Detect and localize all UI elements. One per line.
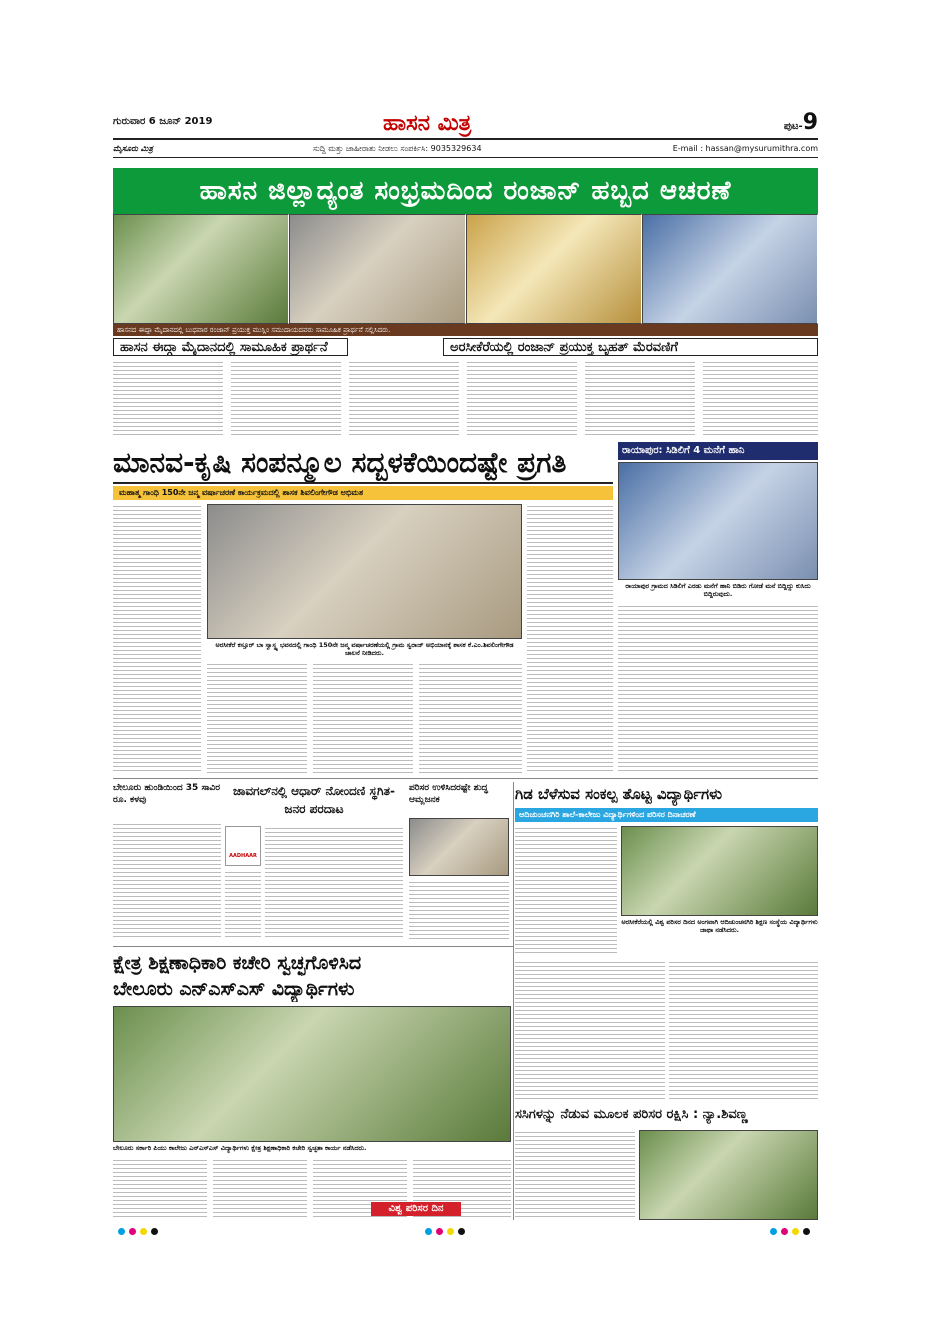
arasikere-headline: ಅರಸೀಕೆರೆಯಲ್ಲಿ ರಂಜಾನ್ ಪ್ರಯುಕ್ತ ಬೃಹತ್ ಮೆರವಣಿಗೆ [443, 338, 818, 356]
article-text-block [669, 960, 818, 1100]
pollution-headline: ಪರಿಸರ ಉಳಿಸಿದರಷ್ಟೇ ಶುದ್ಧ ಆಮ್ಲಜನಕ [409, 783, 488, 805]
reg-dot-icon [425, 1228, 432, 1235]
edition-name: ಮೈಸೂರು ಮಿತ್ರ [113, 144, 153, 153]
article-text-block [225, 870, 261, 940]
article-text-block [409, 880, 509, 940]
issue-date: ಗುರುವಾರ 6 ಜೂನ್ 2019 [113, 116, 213, 127]
eid-prayer-headline: ಹಾಸನ ಈದ್ಗಾ ಮೈದಾನದಲ್ಲಿ ಸಾಮೂಹಿಕ ಪ್ರಾರ್ಥನೆ [113, 338, 348, 356]
newspaper-title: ಹಾಸನ ಮಿತ್ರ [383, 110, 472, 136]
aadhaar-logo-text: AADHAAR [229, 853, 257, 859]
article-text-block [419, 662, 522, 774]
newspaper-page [113, 110, 818, 1220]
registration-marks-left [118, 1228, 158, 1235]
masthead [113, 110, 818, 140]
reg-dot-icon [781, 1228, 788, 1235]
reg-dot-icon [803, 1228, 810, 1235]
article-text-block [527, 504, 613, 774]
article-text-block [231, 360, 341, 438]
photo-procession [642, 214, 818, 324]
article-text-block [113, 1158, 207, 1220]
pollution-photo [409, 818, 509, 876]
page-number [784, 110, 818, 135]
reg-dot-icon [436, 1228, 443, 1235]
reg-dot-icon [458, 1228, 465, 1235]
belur-nss-photo [113, 1006, 511, 1142]
photo-children-greeting [289, 214, 465, 324]
divider [113, 778, 818, 779]
article-text-block [515, 826, 617, 956]
registration-marks-center [425, 1228, 465, 1235]
belur-nss-headline-line2: ಬೇಲೂರು ಎನ್‌ಎಸ್‌ಎಸ್ ವಿದ್ಯಾರ್ಥಿಗಳು [113, 978, 355, 1000]
photo-embrace [466, 214, 642, 324]
reg-dot-icon [140, 1228, 147, 1235]
reg-dot-icon [792, 1228, 799, 1235]
article-text-block [265, 826, 403, 940]
belur-theft-headline: ಬೇಲೂರು ಹುಂಡಿಯಿಂದ 35 ಸಾವಿರ ರೂ. ಕಳವು [113, 783, 220, 805]
reg-dot-icon [151, 1228, 158, 1235]
article-text-block [703, 360, 818, 438]
reg-dot-icon [770, 1228, 777, 1235]
page-number-value: 9 [802, 110, 818, 135]
article-text-block [585, 360, 695, 438]
page-label: ಪುಟ- [783, 121, 803, 132]
saplings-headline: ಸಸಿಗಳನ್ನು ನೆಡುವ ಮೂಲಕ ಪರಿಸರ ರಕ್ಷಿಸಿ : ನ್ಯಾ.ಶಿವಣ್ಣ [515, 1107, 748, 1122]
article-text-block [213, 1158, 307, 1220]
rayapura-photo [618, 462, 818, 580]
article-text-block [113, 822, 221, 940]
article-text-block [313, 662, 413, 774]
main-story-photo-caption: ಅರಸೀಕೆರೆ ಕಸ್ತೂರ್ ಬಾ ಸ್ವಾಸ್ಥ್ಯ ಭವನದಲ್ಲಿ ಗಾಂಧಿ 150ನೇ ಜನ್ಮ ವರ್ಷಾಚರಣೆಯಲ್ಲಿ ಗ್ರಾಮ ಸ್ವರಾಜ್ ಅಭಿಯಾನಕ್ಕೆ ಶಾಸಕ ಕೆ.ಎಂ.ಶಿವಲಿಂಗೇಗೌಡ ಚಾಲನೆ ನೀಡಿದರು. [207, 641, 522, 659]
saplings-photo [639, 1130, 818, 1220]
contact-info: ಸುದ್ದಿ ಮತ್ತು ಜಾಹೀರಾತು ನೀಡಲು ಸಂಪರ್ಕಿಸಿ: 9035329634 [313, 144, 482, 153]
plant-pledge-headline: ಗಿಡ ಬೆಳೆಸುವ ಸಂಕಲ್ಪ ತೊಟ್ಟ ವಿದ್ಯಾರ್ಥಿಗಳು [515, 785, 723, 803]
photo-prayer-ground [113, 214, 289, 324]
main-story-photo [207, 504, 522, 639]
belur-nss-photo-caption: ಬೇಲೂರು ಸರ್ಕಾರಿ ಪಿಯು ಕಾಲೇಜು ಎನ್‌ಎಸ್‌ಎಸ್ ವಿದ್ಯಾರ್ಥಿಗಳು ಕ್ಷೇತ್ರ ಶಿಕ್ಷಣಾಧಿಕಾರಿ ಕಚೇರಿ ಸ್ವಚ್ಛತಾ ಕಾರ್ಯ ನಡೆಸಿದರು. [113, 1144, 511, 1154]
reg-dot-icon [447, 1228, 454, 1235]
main-story-headline: ಮಾನವ-ಕೃಷಿ ಸಂಪನ್ಮೂಲ ಸದ್ಬಳಕೆಯಿಂದಷ್ಟೇ ಪ್ರಗತಿ [113, 442, 613, 484]
aadhaar-logo-icon [225, 826, 261, 866]
column-rule [513, 782, 514, 1220]
article-text-block [113, 360, 223, 438]
article-text-block [515, 960, 665, 1100]
email-info: E-mail : hassan@mysurumithra.com [672, 144, 818, 153]
article-text-block [113, 504, 201, 774]
reg-dot-icon [118, 1228, 125, 1235]
lead-banner-headline: ಹಾಸನ ಜಿಲ್ಲಾದ್ಯಂತ ಸಂಭ್ರಮದಿಂದ ರಂಜಾನ್ ಹಬ್ಬದ ಆಚರಣೆ [113, 168, 818, 214]
main-story-strip: ಮಹಾತ್ಮ ಗಾಂಧಿ 150ನೇ ಜನ್ಮ ವರ್ಷಾಚರಣೆ ಕಾರ್ಯಕ್ರಮದಲ್ಲಿ ಶಾಸಕ ಶಿವಲಿಂಗೇಗೌಡ ಅಭಿಮತ [113, 486, 613, 500]
belur-nss-headline-line1: ಕ್ಷೇತ್ರ ಶಿಕ್ಷಣಾಧಿಕಾರಿ ಕಚೇರಿ ಸ್ವಚ್ಛಗೊಳಿಸಿದ [113, 952, 362, 974]
article-text-block [349, 360, 459, 438]
photo-strip-caption: ಹಾಸನದ ಈದ್ಗಾ ಮೈದಾನದಲ್ಲಿ ಬುಧವಾರ ರಂಜಾನ್ ಪ್ರಯುಕ್ತ ಮುಸ್ಲಿಂ ಸಮುದಾಯದವರು ಸಾಮೂಹಿಕ ಪ್ರಾರ್ಥನೆ ಸಲ್ಲಿಸಿದರು. [113, 324, 818, 336]
rayapura-headline: ರಾಯಾಪುರ: ಸಿಡಿಲಿಗೆ 4 ಮನೆಗೆ ಹಾನಿ [618, 442, 818, 460]
aadhaar-headline: ಜಾವಗಲ್‌ನಲ್ಲಿ ಆಧಾರ್ ನೋಂದಣಿ ಸ್ಥಗಿತ-ಜನರ ಪರದಾಟ [233, 784, 395, 816]
plant-pledge-tag: ಆದಿಚುಂಚನಗಿರಿ ಶಾಲೆ-ಕಾಲೇಜು ವಿದ್ಯಾರ್ಥಿಗಳಿಂದ ಪರಿಸರ ದಿನಾಚರಣೆ [515, 808, 818, 822]
sub-masthead [113, 140, 818, 158]
plant-pledge-photo [621, 826, 818, 916]
article-text-block [515, 1130, 635, 1220]
divider [113, 946, 513, 947]
registration-marks-right [770, 1228, 810, 1235]
ramzan-photo-strip [113, 214, 818, 324]
world-environment-day-box: ವಿಶ್ವ ಪರಿಸರ ದಿನ [371, 1202, 461, 1216]
reg-dot-icon [129, 1228, 136, 1235]
rayapura-photo-caption: ರಾಯಾಪುರ ಗ್ರಾಮದ ಸಿಡಿಲಿಗೆ ಎರಡು ಮನೆಗೆ ಹಾನಿ ಬಿಡಿರು ಗೋಡೆ ಮನೆ ಬಿದ್ದಿದ್ದು ಕುಸಿದು ಬಿದ್ದಿರುವುದು. [618, 582, 818, 600]
article-text-block [618, 604, 818, 774]
article-text-block [207, 662, 307, 774]
plant-pledge-photo-caption: ಅರಸೀಕೆರೆಯಲ್ಲಿ ವಿಶ್ವ ಪರಿಸರ ದಿನದ ಅಂಗವಾಗಿ ಆದಿಚುಂಚನಗಿರಿ ಶಿಕ್ಷಣ ಸಂಸ್ಥೆಯ ವಿದ್ಯಾರ್ಥಿಗಳು ಜಾಥಾ ನಡೆಸಿದರು. [621, 918, 818, 944]
article-text-block [467, 360, 577, 438]
